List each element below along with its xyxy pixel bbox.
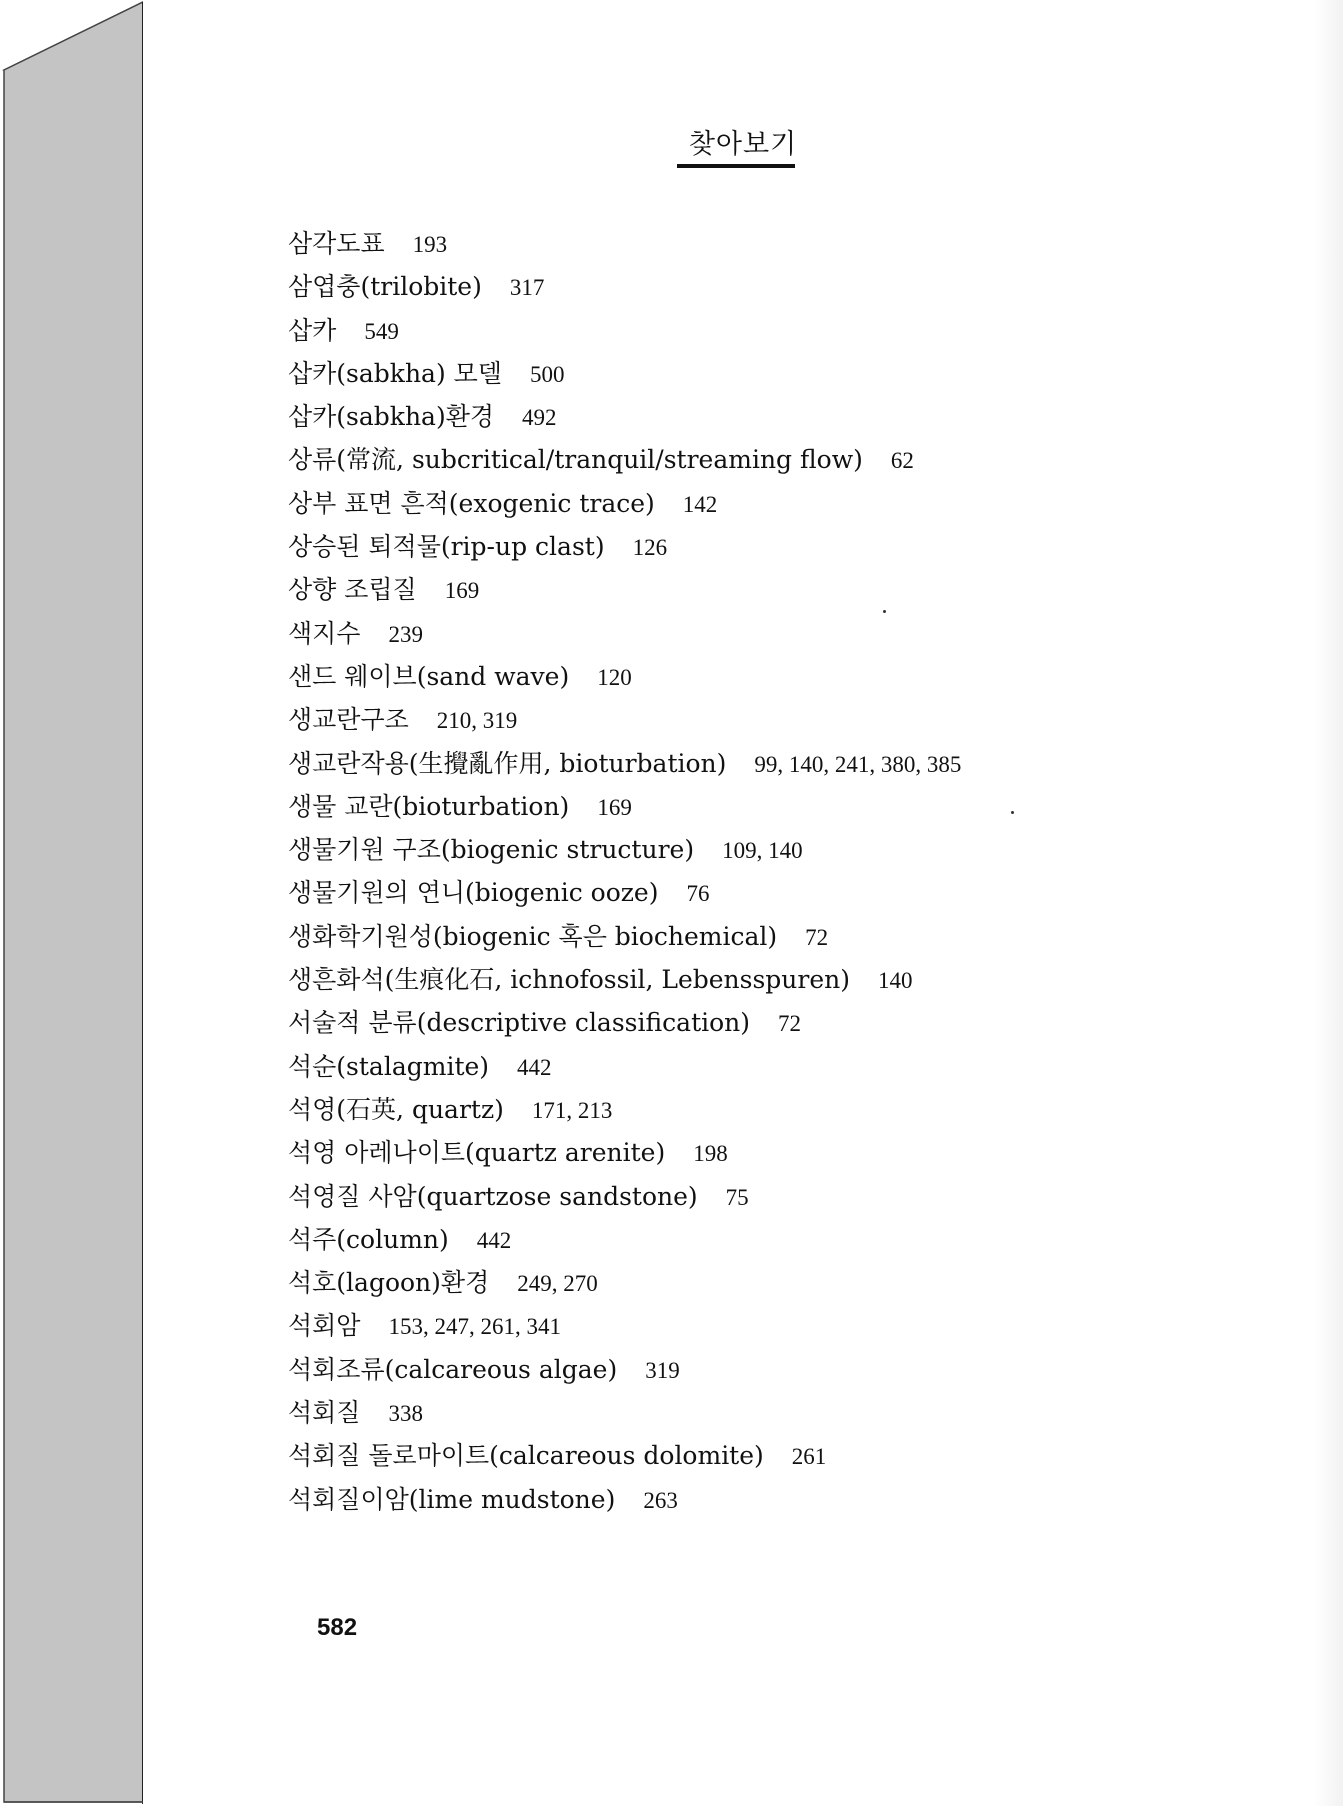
- index-term: 석회질이암(lime mudstone): [288, 1484, 616, 1514]
- index-pages: 140: [878, 968, 913, 994]
- index-term: 생교란구조: [288, 705, 409, 735]
- index-entry: [288, 438, 961, 481]
- index-term: 생교란작용(生攪亂作用, bioturbation): [288, 748, 727, 778]
- index-pages: 75: [725, 1184, 749, 1210]
- index-entry: [288, 222, 961, 265]
- index-entry: [288, 828, 961, 871]
- index-entry: [288, 742, 961, 785]
- index-entry: [288, 958, 961, 1001]
- index-pages: 169: [597, 794, 632, 820]
- index-term: 석영(石英, quartz): [288, 1094, 504, 1124]
- index-pages: 442: [517, 1054, 552, 1080]
- index-entry: [288, 785, 961, 828]
- index-term: 상승된 퇴적물(rip-up clast): [288, 532, 605, 562]
- index-pages: 126: [632, 535, 668, 561]
- index-term: 생물 교란(bioturbation): [288, 791, 570, 821]
- index-term: 석주(column): [288, 1224, 449, 1254]
- index-pages: 109, 140: [722, 838, 803, 864]
- index-pages: 239: [388, 621, 423, 647]
- index-entry: [288, 871, 961, 914]
- index-entry: [288, 352, 961, 395]
- index-pages: 210, 319: [436, 708, 518, 734]
- index-pages: 261: [791, 1444, 827, 1470]
- index-entry: [288, 1391, 961, 1434]
- index-term: 삼엽충(trilobite): [288, 272, 482, 302]
- index-entry: [288, 395, 961, 438]
- index-term: 석영 아레나이트(quartz arenite): [288, 1138, 666, 1168]
- index-term: 삼각도표: [288, 229, 385, 258]
- index-term: 석순(stalagmite): [288, 1051, 490, 1081]
- index-term: 생물기원의 연니(biogenic ooze): [288, 878, 659, 908]
- index-entry: [288, 1131, 961, 1174]
- index-entry: [288, 265, 961, 308]
- index-entry: [288, 1001, 961, 1044]
- index-term: 석회질 돌로마이트(calcareous dolomite): [288, 1441, 764, 1471]
- index-pages: 317: [509, 275, 545, 301]
- index-entry: [288, 1175, 961, 1218]
- index-term: 석회암: [288, 1311, 361, 1341]
- index-term: 삽카: [288, 315, 337, 345]
- index-entry: [288, 309, 961, 352]
- index-term: 상향 조립질: [288, 575, 417, 605]
- page-number: 582: [317, 1614, 358, 1641]
- index-term: 생물기원 구조(biogenic structure): [288, 835, 695, 865]
- index-pages: 76: [686, 881, 710, 907]
- index-pages: 120: [597, 664, 632, 690]
- index-term: 석회조류(calcareous algae): [288, 1354, 618, 1384]
- print-speck: [883, 610, 886, 613]
- index-pages: 153, 247, 261, 341: [388, 1314, 561, 1340]
- index-pages: 169: [444, 578, 480, 604]
- index-pages: 249, 270: [517, 1271, 598, 1297]
- index-pages: 442: [476, 1227, 512, 1253]
- title-underline: [677, 164, 795, 168]
- index-term: 색지수: [288, 618, 361, 648]
- index-entry: [288, 1434, 961, 1477]
- index-pages: 500: [529, 361, 565, 387]
- index-entry: [288, 482, 961, 525]
- index-pages: 198: [693, 1141, 728, 1167]
- index-entry: [288, 1088, 961, 1131]
- index-entry: [288, 1261, 961, 1304]
- index-term: 상류(常流, subcritical/tranquil/streaming flow): [288, 445, 863, 475]
- index-term: 생화학기원성(biogenic 혹은 biochemical): [288, 921, 778, 951]
- index-pages: 72: [805, 924, 829, 950]
- index-pages: 62: [890, 448, 914, 474]
- index-list: [288, 222, 961, 1521]
- book-spine-decoration: [0, 0, 150, 1806]
- index-pages: 99, 140, 241, 380, 385: [754, 751, 962, 777]
- index-pages: 338: [388, 1401, 423, 1427]
- index-entry: [288, 1304, 961, 1347]
- index-entry: [288, 1045, 961, 1088]
- index-entry: [288, 698, 961, 741]
- book-page: [143, 0, 1343, 1806]
- index-entry: [288, 525, 961, 568]
- index-entry: [288, 915, 961, 958]
- index-term: 석호(lagoon)환경: [288, 1268, 490, 1298]
- index-pages: 193: [412, 232, 448, 257]
- index-pages: 171, 213: [531, 1097, 613, 1123]
- index-entry: [288, 1478, 961, 1521]
- index-pages: 319: [645, 1357, 680, 1383]
- index-term: 석회질: [288, 1398, 361, 1428]
- page-edge-shadow: [1313, 0, 1343, 1806]
- index-pages: 263: [643, 1487, 678, 1513]
- index-term: 석영질 사암(quartzose sandstone): [288, 1181, 698, 1211]
- index-pages: 142: [682, 491, 718, 517]
- index-term: 삽카(sabkha) 모델: [288, 358, 502, 388]
- index-term: 서술적 분류(descriptive classification): [288, 1008, 751, 1038]
- index-term: 상부 표면 흔적(exogenic trace): [288, 488, 655, 518]
- index-term: 생흔화석(生痕化石, ichnofossil, Lebensspuren): [288, 965, 851, 995]
- print-speck: [1011, 811, 1014, 814]
- index-entry: [288, 612, 961, 655]
- page-title: 찾아보기: [688, 129, 798, 160]
- index-pages: 492: [522, 405, 557, 431]
- index-term: 샌드 웨이브(sand wave): [288, 661, 570, 691]
- index-entry: [288, 1348, 961, 1391]
- index-entry: [288, 1218, 961, 1261]
- index-pages: 549: [364, 318, 399, 344]
- index-pages: 72: [778, 1011, 802, 1037]
- index-entry: [288, 568, 961, 611]
- index-term: 삽카(sabkha)환경: [288, 402, 494, 432]
- index-entry: [288, 655, 961, 698]
